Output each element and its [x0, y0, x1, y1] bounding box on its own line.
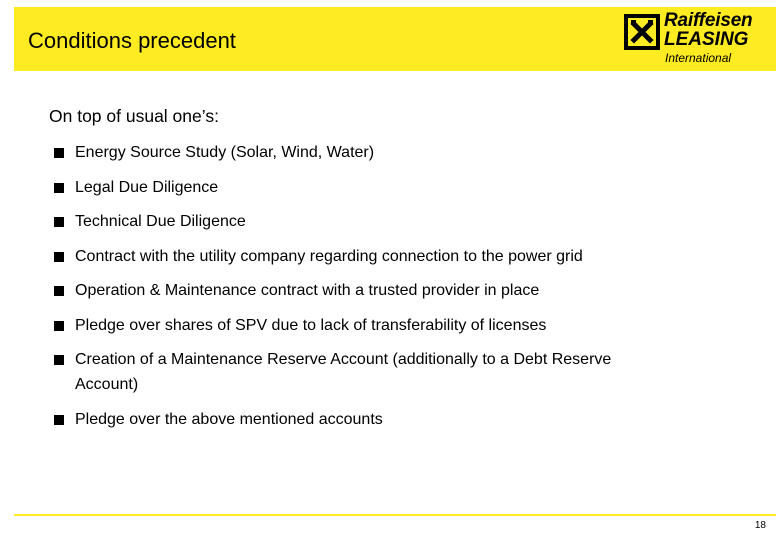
list-item [52, 347, 635, 397]
list-item-text: Technical Due Diligence [75, 213, 246, 230]
square-bullet-icon [54, 355, 64, 365]
list-item-text: Legal Due Diligence [75, 178, 219, 196]
list-item-text: Energy Source Study (Solar, Wind, Water) [75, 144, 375, 161]
logo-text-leasing: LEASING [664, 29, 749, 50]
list-item [52, 244, 732, 269]
raiffeisen-leasing-logo [620, 12, 770, 70]
square-bullet-icon [54, 415, 64, 425]
list-item-text: Creation of a Maintenance Reserve Account (additionally to a Debt Reserve Account) [75, 351, 612, 393]
square-bullet-icon [54, 286, 64, 296]
square-bullet-icon [54, 252, 64, 262]
list-item [52, 140, 732, 165]
square-bullet-icon [54, 321, 64, 331]
list-item [52, 175, 732, 200]
square-bullet-icon [54, 148, 64, 158]
list-item [52, 209, 732, 234]
conditions-list [52, 140, 732, 441]
list-item [52, 407, 732, 432]
list-item-text: Operation & Maintenance contract with a trusted provider in place [75, 282, 540, 299]
list-item-text: Pledge over the above mentioned accounts [75, 410, 383, 428]
slide-title: Conditions precedent [28, 28, 236, 53]
square-bullet-icon [54, 217, 64, 227]
list-item [52, 313, 732, 338]
square-bullet-icon [54, 183, 64, 193]
footer-rule [14, 514, 776, 516]
intro-text: On top of usual one’s: [49, 106, 219, 126]
raiffeisen-gable-cross-icon [624, 14, 660, 50]
list-item-text: Contract with the utility company regarding connection to the power grid [75, 247, 583, 265]
logo-text-international: International [665, 51, 732, 65]
list-item-text: Pledge over shares of SPV due to lack of transferability of licenses [75, 316, 547, 334]
logo-text-raiffeisen: Raiffeisen [664, 10, 753, 31]
page-number: 18 [754, 520, 766, 531]
list-item [52, 278, 732, 303]
